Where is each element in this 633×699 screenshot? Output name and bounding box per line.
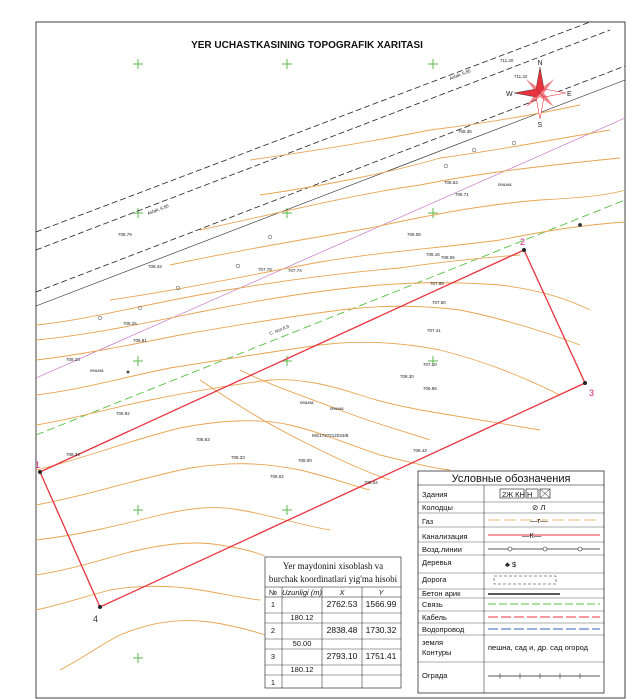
legend-title: Условные обозначения <box>451 473 571 485</box>
table-header-y: Y <box>378 588 384 597</box>
table-header-length: Uzunligi (m) <box>281 588 323 597</box>
vertex-label-1: 1 <box>35 460 41 470</box>
table-cell: 3 <box>270 652 276 661</box>
elevation-label: 708.62 <box>270 474 284 479</box>
elevation-label: 708.79 <box>118 232 132 237</box>
compass-e: E <box>567 91 572 98</box>
elevation-label: 708.25 <box>123 321 137 326</box>
table-cell: 1566.99 <box>365 599 397 609</box>
elevation-label: 708.23 <box>66 357 80 362</box>
table-cell: 2 <box>270 626 276 635</box>
legend-label: Ограда <box>422 671 448 680</box>
elevation-label: 707.74 <box>288 268 302 273</box>
legend-label: Связь <box>422 600 443 609</box>
table-header-x: X <box>339 588 345 597</box>
legend-label: Возд.линии <box>422 545 462 554</box>
vertex-label-2: 2 <box>520 237 526 247</box>
table-cell: 1 <box>270 678 276 687</box>
table-cell: 1 <box>270 600 276 609</box>
elevation-label: 708.71 <box>455 192 469 197</box>
elevation-label: 707.78 <box>258 267 272 272</box>
elevation-label: 706.96 <box>423 386 437 391</box>
legend-label: Водопровод <box>422 625 465 634</box>
elevation-label: 708.63 <box>444 180 458 185</box>
legend-label: Контуры <box>422 648 452 657</box>
compass-rose-icon <box>506 60 572 129</box>
vertex-marker-4 <box>98 605 102 609</box>
misc-label: пешна <box>498 182 512 187</box>
elevation-label: 708.81 <box>133 338 147 343</box>
legend-label: Канализация <box>422 532 468 541</box>
elevation-labels <box>66 58 528 485</box>
elevation-label: 708.35 <box>458 129 472 134</box>
road-label-1: Asfalt, 6.80 <box>146 203 170 216</box>
legend-label: Бетон арик <box>422 589 461 598</box>
elevation-label: 707.10 <box>423 362 437 367</box>
elevation-label: 708.04 <box>364 480 378 485</box>
legend-label: Кабель <box>422 613 447 622</box>
misc-label: пешна <box>330 406 344 411</box>
elevation-label: 708.63 <box>196 437 210 442</box>
elevation-label: 708.08 <box>407 232 421 237</box>
elevation-label: 708.00 <box>298 458 312 463</box>
legend-symbol-wells: ⊘ Л <box>532 503 546 512</box>
vertex-label-4: 4 <box>93 614 99 624</box>
legend-symbol-sewer: —К— <box>522 531 542 540</box>
vertex-label-3: 3 <box>589 388 595 398</box>
elevation-label: 707.60 <box>432 300 446 305</box>
elevation-label: 708.16 <box>426 252 440 257</box>
table-cell: 2838.48 <box>326 625 358 635</box>
elevation-label: 708.34 <box>66 452 80 457</box>
legend-symbol-contours: пешна, сад и, др. сад огород <box>488 643 589 652</box>
elevation-label: 707.89 <box>430 281 444 286</box>
elevation-label: 711.32 <box>514 74 528 79</box>
legend-label: Деревья <box>422 558 452 567</box>
vertex-marker-2 <box>522 248 526 252</box>
table-header-no: № <box>268 588 278 597</box>
table-caption-line1: Yer maydonini xisoblash va <box>282 561 384 571</box>
road-label-3: С. пол.6,9 <box>268 323 290 336</box>
vertex-marker-1 <box>38 470 42 474</box>
legend-symbol-gas: —г— <box>530 516 548 525</box>
legend-label: Дорога <box>422 575 447 584</box>
parcel-id: MG1727212034/B <box>312 433 349 438</box>
table-cell: 1751.41 <box>365 651 397 661</box>
legend-label: Колодцы <box>422 503 453 512</box>
road-label-2: Asfalt, 6.80 <box>448 68 472 81</box>
vertex-marker-3 <box>583 381 587 385</box>
table-cell: 50.00 <box>292 639 312 648</box>
compass-s: S <box>537 122 543 129</box>
elevation-label: 708.33 <box>231 455 245 460</box>
compass-w: W <box>506 91 513 98</box>
legend-label: Здания <box>422 490 448 499</box>
legend-symbol-buildings: 2Ж КН Н <box>502 490 533 499</box>
map-title: YER UCHASTKASINING TOPOGRAFIK XARITASI <box>191 40 423 51</box>
legend-box <box>418 471 604 693</box>
table-cell: 180.12 <box>290 613 314 622</box>
table-cell: 1730.32 <box>365 625 397 635</box>
legend-symbol-trees: ♣ $ <box>505 560 517 569</box>
legend-label: земля <box>422 638 444 647</box>
elevation-label: 711.20 <box>500 58 514 63</box>
elevation-label: 708.82 <box>116 411 130 416</box>
elevation-label: 708.43 <box>148 264 162 269</box>
table-cell: 2793.10 <box>326 651 358 661</box>
misc-label: пешна <box>90 368 104 373</box>
compass-n: N <box>537 60 543 67</box>
table-caption-line2: burchak koordinatlari yig'ma hisobi <box>268 574 398 584</box>
misc-label: пешна <box>300 400 314 405</box>
legend-label: Газ <box>422 517 434 526</box>
elevation-label: 708.43 <box>413 448 427 453</box>
elevation-label: 708.30 <box>400 374 414 379</box>
coordinate-table <box>265 557 401 688</box>
elevation-label: 707.41 <box>427 328 441 333</box>
elevation-label: 708.05 <box>441 255 455 260</box>
table-cell: 180.12 <box>290 665 314 674</box>
table-cell: 2762.53 <box>326 599 358 609</box>
